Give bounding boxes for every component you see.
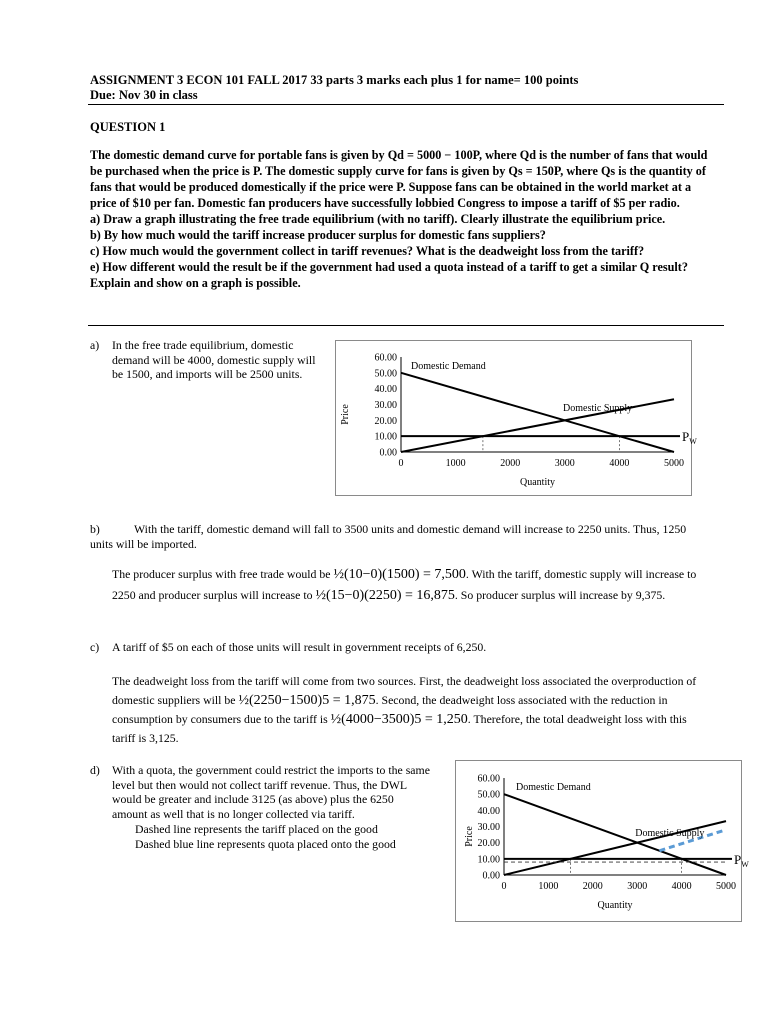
x-tick-label: 4000 <box>671 881 692 892</box>
answer-c-dwl-math1: ½(2250−1500)5 = 1,875 <box>238 693 376 708</box>
assignment-header <box>90 73 578 103</box>
divider <box>88 325 724 326</box>
y-tick-label: 20.00 <box>477 838 500 850</box>
y-tick-label: 10.00 <box>374 431 397 443</box>
header-title: ASSIGNMENT 3 ECON 101 FALL 2017 33 parts 3 marks each plus 1 for name= 100 points <box>90 73 579 87</box>
answer-d-label: d) <box>90 763 100 777</box>
x-tick-label: 3000 <box>554 458 575 469</box>
question-part-a: a) Draw a graph illustrating the free trade equilibrium (with no tariff). Clearly illustrate the equilibrium price. <box>90 212 666 226</box>
world-price-label: $P_W$ <box>682 429 697 447</box>
y-tick-label: 0.00 <box>482 870 500 882</box>
x-axis-title: Quantity <box>597 900 633 911</box>
x-tick-label: 3000 <box>627 881 648 892</box>
y-tick-label: 30.00 <box>374 400 397 411</box>
question-part-b: b) By how much would the tariff increase producer surplus for domestic fans suppliers? <box>90 228 546 242</box>
y-axis-title: Price <box>464 826 475 847</box>
answer-b-surplus-text3: . So producer surplus will increase by 9,375. <box>454 588 666 602</box>
demand-line <box>401 373 674 452</box>
x-tick-label: 2000 <box>500 458 521 469</box>
question-text: The domestic demand curve for portable fans is given by Qd = 5000 − 100P, where Qd is the number of fans that would be purchased when the price is P. The domestic supply curve for fans is given by Qs = 150P, where Qs is the quantity of fans that would be produced domestically if the price were P. Suppose fans can be obtained in the world market at a price of $10 per fan. Domestic fan producers have successfully lobbied Congress to impose a tariff of $5 per radio. <box>90 148 708 210</box>
answer-b-text: With the tariff, domestic demand will fall to 3500 units and domestic demand will increase to 2250 units. Thus, 1250 units will be imported. <box>90 522 687 551</box>
answer-d-note-quota: Dashed blue line represents quota placed onto the good <box>135 837 396 851</box>
answer-b-surplus-text1: The producer surplus with free trade would be <box>112 567 331 581</box>
answer-b-surplus-math2: ½(15−0)(2250) = 16,875 <box>315 588 455 603</box>
answer-c-label: c) <box>90 640 100 654</box>
x-tick-label: 0 <box>501 881 507 892</box>
x-tick-label: 1000 <box>445 458 466 469</box>
y-tick-label: 20.00 <box>374 415 397 427</box>
answer-a-text: In the free trade equilibrium, domestic demand will be 4000, domestic supply will be 1500, and imports will be 2500 units. <box>112 338 316 381</box>
answer-b-surplus-math1: ½(10−0)(1500) = 7,500 <box>333 567 466 582</box>
x-tick-label: 5000 <box>664 458 684 469</box>
chart-quota-svg <box>456 761 749 921</box>
header-due: Due: Nov 30 in class <box>90 88 198 102</box>
x-tick-label: 5000 <box>716 881 736 892</box>
y-axis-title: Price <box>340 404 351 425</box>
chart-free-trade-svg <box>336 341 697 495</box>
answer-b-label: b) <box>90 522 100 536</box>
answer-c-dwl-math2: ½(4000−3500)5 = 1,250 <box>330 712 468 727</box>
answer-c-dwl-text1: The deadweight loss from the tariff will come from two sources. First, the deadweight loss associated the overproduction of domestic suppliers will be <box>112 674 697 707</box>
question-part-e: e) How different would the result be if the government had used a quota instead of a tariff to get a similar Q result? Explain and show on a graph is possible. <box>90 260 688 290</box>
answer-c-dwl-text2: . Second, the deadweight loss associated with the reduction in consumption by consumers due to the tariff is <box>112 693 668 726</box>
y-tick-label: 30.00 <box>477 822 500 833</box>
divider <box>88 104 724 105</box>
question-body <box>90 147 720 291</box>
x-tick-label: 4000 <box>609 458 630 469</box>
y-tick-label: 60.00 <box>477 773 500 785</box>
answer-d-text: With a quota, the government could restrict the imports to the same level but then would not collect tariff revenue. Thus, the DWL would be greater and include 3125 (as above) plus the 6250 amount as well that is no longer collected via tariff. <box>112 763 430 821</box>
question-part-c: c) How much would the government collect in tariff revenues? What is the deadweight loss from the tariff? <box>90 244 645 258</box>
answer-c-deadweight <box>112 672 712 748</box>
x-tick-label: 1000 <box>538 881 559 892</box>
y-tick-label: 0.00 <box>379 447 397 459</box>
chart-free-trade <box>335 340 697 496</box>
world-price-subscript: W <box>689 437 697 447</box>
supply-label: Domestic Supply <box>635 827 705 839</box>
demand-label: Domestic Demand <box>411 360 486 372</box>
answer-c-text: A tariff of $5 on each of those units will result in government receipts of 6,250. <box>112 640 487 654</box>
answer-c-dwl-text3: . Therefore, the total deadweight loss with this tariff is 3,125. <box>112 712 687 745</box>
supply-label: Domestic Supply <box>563 402 633 414</box>
x-axis-title: Quantity <box>520 477 555 488</box>
answer-b-surplus <box>112 564 712 606</box>
answer-b-surplus-text2: . With the tariff, domestic supply will increase to 2250 and producer surplus will increase to <box>112 567 697 602</box>
supply-line <box>401 399 674 452</box>
world-price-label: $P_W$ <box>734 851 749 869</box>
y-tick-label: 60.00 <box>374 352 397 364</box>
y-tick-label: 50.00 <box>477 789 500 801</box>
question-title: QUESTION 1 <box>90 120 166 134</box>
demand-label: Domestic Demand <box>516 782 591 794</box>
x-tick-label: 2000 <box>582 881 603 892</box>
y-tick-label: 40.00 <box>477 805 500 817</box>
answer-d-note-tariff: Dashed line represents the tariff placed on the good <box>135 822 378 836</box>
x-tick-label: 0 <box>398 458 404 469</box>
answer-a-label: a) <box>90 338 100 352</box>
chart-quota <box>455 760 749 922</box>
y-tick-label: 40.00 <box>374 384 397 396</box>
y-tick-label: 10.00 <box>477 854 500 866</box>
y-tick-label: 50.00 <box>374 368 397 380</box>
world-price-subscript: W <box>741 859 749 869</box>
